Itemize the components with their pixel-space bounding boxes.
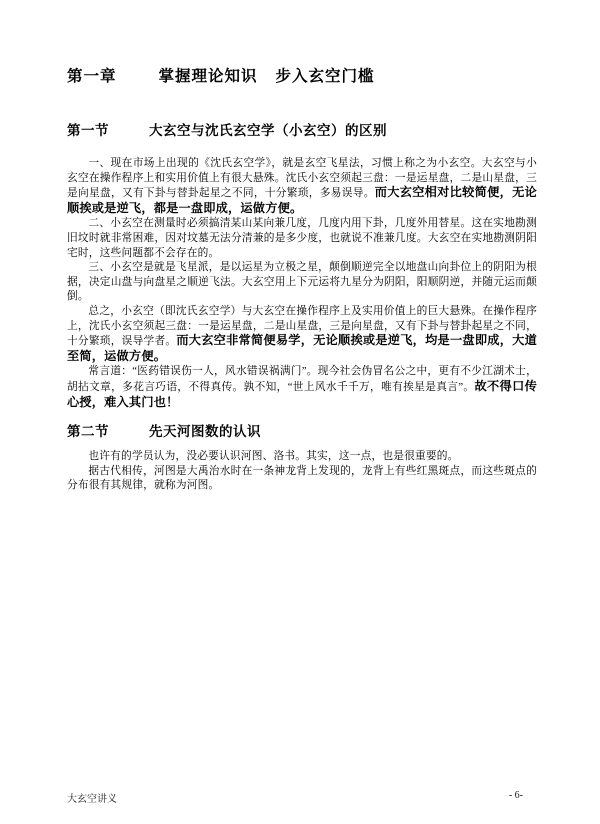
text-run-bold: 而大玄空非常简便易学，无论顺挨或是逆飞，均是一盘即成，大道至简，运做方便。: [67, 333, 537, 363]
text-run: 常言道：“医药错误伤一人，风水错误祸满门”。现今社会伪冒名公之中，更有不少江湖术士，胡拈文章，多花言巧语，不得真传。孰不知，“世上风水千千万，唯有挨星是真言”。: [67, 365, 537, 393]
text-run: 一、现在市场上出现的《沈氏玄空学》，就是玄空飞星法，习惯上称之为小玄空。大玄空与小玄空在操作程序上和实用价值上有很大悬殊。沈氏小玄空须起三盘：一是运星盘，二是山星盘，三是向星盘，又有下卦与替卦起星之不同，十分繁琐，多易误导。: [67, 157, 537, 200]
section-1-paragraph-3: [67, 260, 537, 304]
section-1-heading: [67, 119, 537, 139]
text-run-bold: 而大玄空相对比较简便，无论顺挨或是逆飞，都是一盘即成，运做方便。: [67, 185, 537, 215]
section-1-paragraph-2: [67, 216, 537, 260]
chapter-title-part2: 步入玄空门槛: [275, 68, 375, 85]
section-1-title: 大玄空与沈氏玄空学（小玄空）的区别: [149, 123, 387, 138]
chapter-heading: [67, 64, 537, 86]
section-1-paragraph-5: [67, 364, 537, 410]
chapter-title-part1: 掌握理论知识: [158, 68, 258, 85]
section-1-number: 第一节: [67, 123, 109, 138]
footer-book-title: 大玄空讲义: [67, 794, 117, 805]
chapter-number: 第一章: [67, 68, 117, 85]
section-2-title: 先天河图数的认识: [149, 424, 261, 440]
section-1-paragraph-1: [67, 156, 537, 216]
text-run: 据古代相传，河图是大禹治水时在一条神龙背上发现的，龙背上有些红黑斑点，而这些斑点的分布很有其规律，就称为河图。: [67, 464, 537, 492]
text-run: 二、小玄空在测量时必须搞清某山某向兼几度，几度内用下卦，几度外用替星。这在实地勘测旧坟时就非常困难，因对坟墓无法分清兼的是多少度，也就说不准兼几度。大玄空在实地勘测阴阳宅时，这些问题都不会存在的。: [67, 217, 537, 259]
page-footer: [67, 790, 523, 805]
text-run-bold: 故不得口传心授，难入其门也！: [67, 378, 537, 409]
footer-page-number: - 6-: [508, 790, 523, 801]
document-content: [67, 0, 537, 493]
text-run: 总之，小玄空（即沈氏玄空学）与大玄空在操作程序上及实用价值上的巨大悬殊。在操作程序上，沈氏小玄空须起三盘：一是运星盘，二是山星盘，三是向星盘，又有下卦与替卦起星之不同，十分繁琐，误导学者。: [67, 304, 537, 348]
section-2-paragraph-2: [67, 464, 537, 493]
text-run: 三、小玄空是就是飞星派，是以运星为立极之星，颠倒顺逆完全以地盘山向卦位上的阴阳为根据，决定山盘与向盘星之顺逆飞法。大玄空用上下元运将九星分为阴阳，阳顺阴逆，并随元运而颠倒。: [67, 261, 537, 303]
section-2-paragraph-1: [67, 449, 537, 464]
section-1-paragraph-4: [67, 304, 537, 364]
section-2-heading: [67, 420, 537, 440]
section-2-number: 第二节: [67, 424, 109, 440]
text-run: 也许有的学员认为，没必要认识河图、洛书。其实，这一点，也是很重要的。: [88, 450, 459, 463]
